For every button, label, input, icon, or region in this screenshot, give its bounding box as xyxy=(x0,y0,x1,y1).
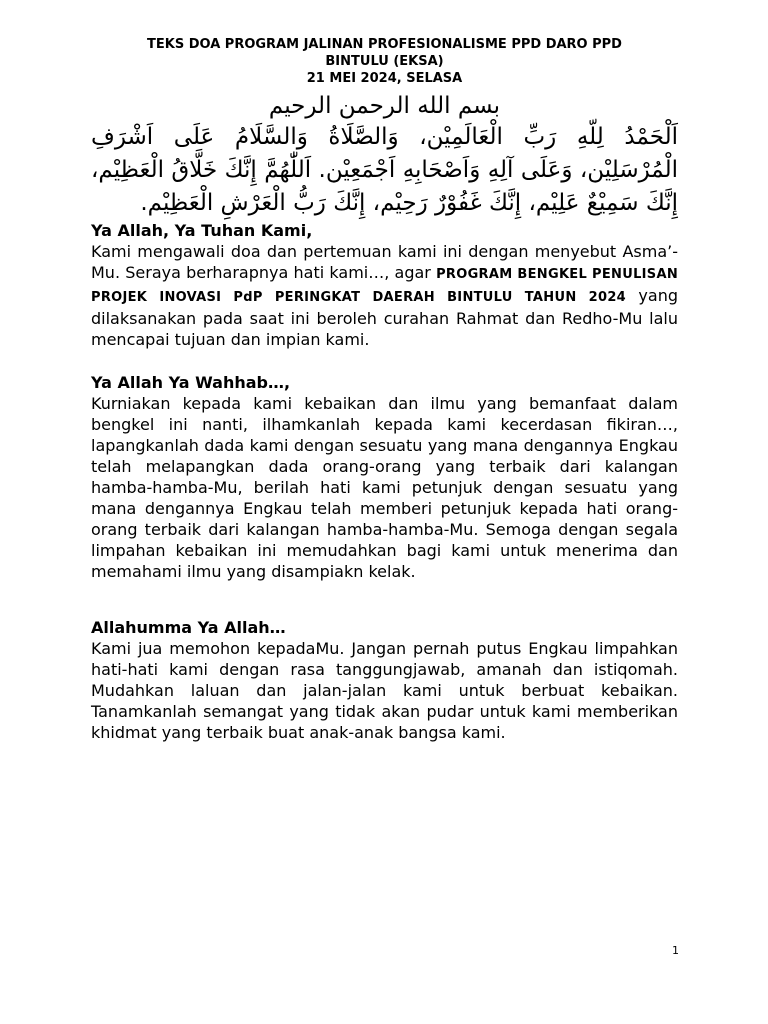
title-line-2: BINTULU (EKSA) xyxy=(325,54,444,69)
program-name: PROGRAM BENGKEL PENULISAN PROJEK INOVASI PdP PERINGKAT DAERAH BINTULU TAHUN 2024 xyxy=(91,267,678,305)
page-number: 1 xyxy=(672,944,679,957)
section-paragraph-3: Kami jua memohon kepadaMu. Jangan pernah putus Engkau limpahkan hati-hati kami dengan rasa tanggungjawab, amanah dan istiqomah. Mudahkan laluan dan jalan-jalan kami untuk berbuat kebaikan. Tanamkanlah semangat yang tidak akan pudar untuk kami memberikan khidmat yang terbaik buat anak-anak bangsa kami. xyxy=(91,639,678,742)
date-line: 21 MEI 2024, SELASA xyxy=(306,71,463,86)
basmalah: بسم الله الرحمن الرحيم xyxy=(268,93,501,119)
arabic-opening-prayer: اَلْحَمْدُ لِلّهِ رَبِّ الْعَالَمِيْن، وَالصَّلَاةُ وَالسَّلَامُ عَلَى اَشْرَفِ الْمُرْسَلِيْن، وَعَلَى آلِهِ وَاَصْحَابِهِ اَجْمَعِيْن. اَللّٰهُمَّ إِنَّكَ خَلَّاقُ الْعَظِيْم، إِنَّكَ سَمِيْعٌ عَلِيْم، إِنَّكَ غَفُوْرٌ رَحِيْم، إِنَّكَ رَبُّ الْعَرْشِ الْعَظِيْم. xyxy=(91,124,678,216)
paragraph-1-text-before: Kami mengawali doa dan pertemuan kami ini dengan menyebut Asma’-Mu. Seraya berharapnya hati kami…, agar xyxy=(91,242,678,282)
paragraph-1-text-after: yang dilaksanakan pada saat ini beroleh curahan Rahmat dan Redho-Mu lalu mencapai tujuan dan impian kami. xyxy=(91,286,679,349)
document-page xyxy=(91,36,678,743)
document-title xyxy=(91,36,678,87)
section-paragraph-1 xyxy=(91,241,678,350)
section-paragraph-2: Kurniakan kepada kami kebaikan dan ilmu yang bemanfaat dalam bengkel ini nanti, ilhamkanlah kepada kami kecerdasan fikiran…, lapangkanlah dada kami dengan sesuatu yang mana dengannya Engkau telah melapangkan dada orang-orang yang terbaik dari kalangan hamba-hamba-Mu, berilah hati kami petunjuk dengan sesuatu yang mana dengannya Engkau telah memberi petunjuk kepada hati orang-orang terbaik dari kalangan hamba-hamba-Mu. Semoga dengan segala limpahan kebaikan ini memudahkan bagi kami untuk menerima dan memahami ilmu yang disampiakn kelak. xyxy=(91,394,678,581)
section-heading-1: Ya Allah, Ya Tuhan Kami, xyxy=(91,221,313,240)
section-heading-3: Allahumma Ya Allah… xyxy=(91,618,286,637)
section-heading-2: Ya Allah Ya Wahhab…, xyxy=(91,373,291,392)
title-line-1: TEKS DOA PROGRAM JALINAN PROFESIONALISME PPD DARO PPD xyxy=(147,37,622,52)
